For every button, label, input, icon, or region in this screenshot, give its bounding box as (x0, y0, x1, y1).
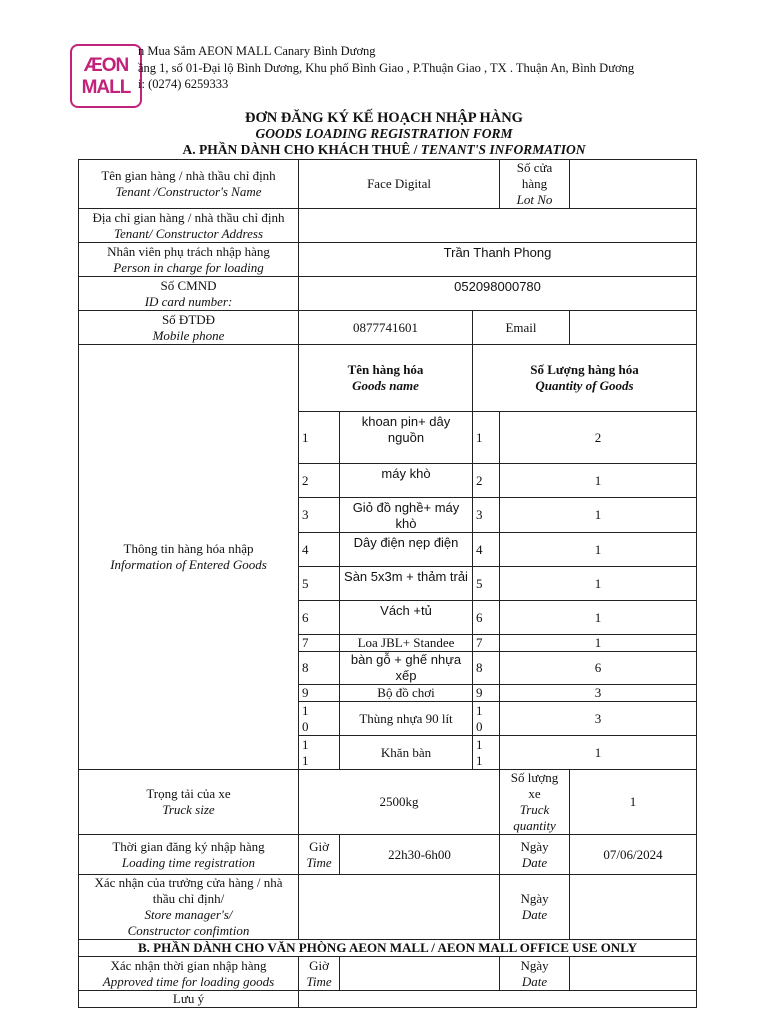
loading-time-label: Thời gian đăng ký nhập hàng Loading time registration (79, 835, 299, 875)
form-title-vn: ĐƠN ĐĂNG KÝ KẾ HOẠCH NHẬP HÀNG (245, 110, 523, 126)
store-manager-confirm-label: Xác nhận của trưởng cửa hàng / nhà thầu chỉ định/ Store manager's/ Constructor confimtion (79, 875, 299, 940)
goods-header-row (79, 345, 697, 412)
mobile-phone-field[interactable]: 0877741601 (299, 311, 473, 345)
goods-item-quantity[interactable]: 1 (500, 464, 697, 498)
tenant-name-row (79, 160, 697, 209)
goods-item-name[interactable]: máy khò (340, 464, 473, 498)
section-b-title: B. PHẦN DÀNH CHO VĂN PHÒNG AEON MALL / AEON MALL OFFICE USE ONLY (79, 940, 697, 957)
email-label: Email (473, 311, 570, 345)
aeon-mall-logo: ÆON MALL (70, 44, 142, 108)
goods-qty-no: 9 (473, 685, 500, 702)
goods-qty-no: 6 (473, 601, 500, 635)
email-field[interactable] (570, 311, 697, 345)
goods-qty-no: 5 (473, 567, 500, 601)
goods-item-no: 8 (299, 652, 340, 685)
section-b-row (79, 940, 697, 957)
goods-item-quantity[interactable]: 1 (500, 601, 697, 635)
id-card-field[interactable]: 052098000780 (299, 277, 697, 311)
goods-item-name[interactable]: Khăn bàn (340, 736, 473, 770)
goods-item-quantity[interactable]: 3 (500, 685, 697, 702)
registration-form (78, 159, 696, 1008)
goods-qty-no: 8 (473, 652, 500, 685)
truck-quantity-label: Số lượng xe Truck quantity (500, 770, 570, 835)
goods-item-no: 9 (299, 685, 340, 702)
goods-item-no: 2 (299, 464, 340, 498)
goods-item-no: 4 (299, 533, 340, 567)
header-address: ầng 1, số 01-Đại lộ Bình Dương, Khu phố Bình Giao , P.Thuận Giao , TX . Thuận An, Bình Dương (138, 61, 635, 75)
document-header (0, 0, 768, 108)
person-in-charge-label: Nhân viên phụ trách nhập hàng Person in charge for loading (79, 243, 299, 277)
goods-item-quantity[interactable]: 1 (500, 533, 697, 567)
goods-item-name[interactable]: Sàn 5x3m + thảm trải (340, 567, 473, 601)
goods-item-quantity[interactable]: 6 (500, 652, 697, 685)
goods-name-header: Tên hàng hóa Goods name (299, 345, 473, 412)
note-field[interactable] (299, 991, 697, 1008)
section-a-title: A. PHẦN DÀNH CHO KHÁCH THUÊ / TENANT'S INFORMATION (182, 142, 586, 157)
goods-qty-no: 2 (473, 464, 500, 498)
goods-item-name[interactable]: Thùng nhựa 90 lít (340, 702, 473, 736)
confirm-date-label: Ngày Date (500, 875, 570, 940)
goods-qty-no: 7 (473, 635, 500, 652)
goods-item-name[interactable]: Bộ đồ chơi (340, 685, 473, 702)
goods-item-name[interactable]: Vách +tủ (340, 601, 473, 635)
loading-time-field[interactable]: 22h30-6h00 (340, 835, 500, 875)
store-manager-confirm-row (79, 875, 697, 940)
goods-item-quantity[interactable]: 1 (500, 498, 697, 533)
person-in-charge-row (79, 243, 697, 277)
approved-time-label: Xác nhận thời gian nhập hàng Approved time for loading goods (79, 957, 299, 991)
header-company-name: n Mua Sắm AEON MALL Canary Bình Dương (138, 44, 376, 58)
tenant-address-field[interactable] (299, 209, 697, 243)
approved-date-field[interactable] (570, 957, 697, 991)
goods-item-quantity[interactable]: 1 (500, 567, 697, 601)
goods-item-name[interactable]: Loa JBL+ Standee (340, 635, 473, 652)
goods-item-no: 7 (299, 635, 340, 652)
id-card-row (79, 277, 697, 311)
person-in-charge-field[interactable]: Trần Thanh Phong (299, 243, 697, 277)
store-manager-confirm-field[interactable] (299, 875, 500, 940)
goods-item-quantity[interactable]: 2 (500, 412, 697, 464)
goods-qty-no: 1 1 (473, 736, 500, 770)
goods-item-no: 1 (299, 412, 340, 464)
tenant-address-row (79, 209, 697, 243)
tenant-name-label: Tên gian hàng / nhà thầu chỉ định Tenant /Constructor's Name (79, 160, 299, 209)
goods-item-name[interactable]: Dây điện nẹp điện (340, 533, 473, 567)
truck-size-field[interactable]: 2500kg (299, 770, 500, 835)
mobile-phone-label: Số ĐTDĐ Mobile phone (79, 311, 299, 345)
id-card-label: Số CMND ID card number: (79, 277, 299, 311)
loading-date-label: Ngày Date (500, 835, 570, 875)
mobile-phone-row (79, 311, 697, 345)
tenant-address-label: Địa chỉ gian hàng / nhà thầu chỉ định Tenant/ Constructor Address (79, 209, 299, 243)
goods-item-no: 5 (299, 567, 340, 601)
goods-qty-no: 3 (473, 498, 500, 533)
form-title-en: GOODS LOADING REGISTRATION FORM (255, 126, 513, 141)
goods-item-no: 6 (299, 601, 340, 635)
note-label: Lưu ý (79, 991, 299, 1008)
goods-qty-no: 4 (473, 533, 500, 567)
tenant-name-field[interactable]: Face Digital (299, 160, 500, 209)
goods-item-no: 1 0 (299, 702, 340, 736)
goods-qty-no: 1 (473, 412, 500, 464)
truck-quantity-field[interactable]: 1 (570, 770, 697, 835)
approved-time-row (79, 957, 697, 991)
goods-item-quantity[interactable]: 1 (500, 635, 697, 652)
approved-gio-label: Giờ Time (299, 957, 340, 991)
goods-item-quantity[interactable]: 1 (500, 736, 697, 770)
confirm-date-field[interactable] (570, 875, 697, 940)
approved-date-label: Ngày Date (500, 957, 570, 991)
lot-no-label: Số cửa hàng Lot No (500, 160, 570, 209)
loading-date-field[interactable]: 07/06/2024 (570, 835, 697, 875)
note-row (79, 991, 697, 1008)
goods-qty-no: 1 0 (473, 702, 500, 736)
goods-item-name[interactable]: khoan pin+ dây nguồn (340, 412, 473, 464)
form-table (78, 159, 697, 1008)
approved-time-field[interactable] (340, 957, 500, 991)
truck-size-label: Trọng tải của xe Truck size (79, 770, 299, 835)
header-phone: i: (0274) 6259333 (138, 77, 229, 91)
lot-no-field[interactable] (570, 160, 697, 209)
goods-item-no: 1 1 (299, 736, 340, 770)
goods-quantity-header: Số Lượng hàng hóa Quantity of Goods (473, 345, 697, 412)
goods-item-name[interactable]: bàn gỗ + ghế nhựa xếp (340, 652, 473, 685)
truck-row (79, 770, 697, 835)
goods-info-label: Thông tin hàng hóa nhập Information of Entered Goods (79, 345, 299, 770)
goods-item-no: 3 (299, 498, 340, 533)
goods-item-name[interactable]: Giỏ đồ nghề+ máy khò (340, 498, 473, 533)
loading-time-row (79, 835, 697, 875)
loading-time-gio-label: Giờ Time (299, 835, 340, 875)
goods-item-quantity[interactable]: 3 (500, 702, 697, 736)
